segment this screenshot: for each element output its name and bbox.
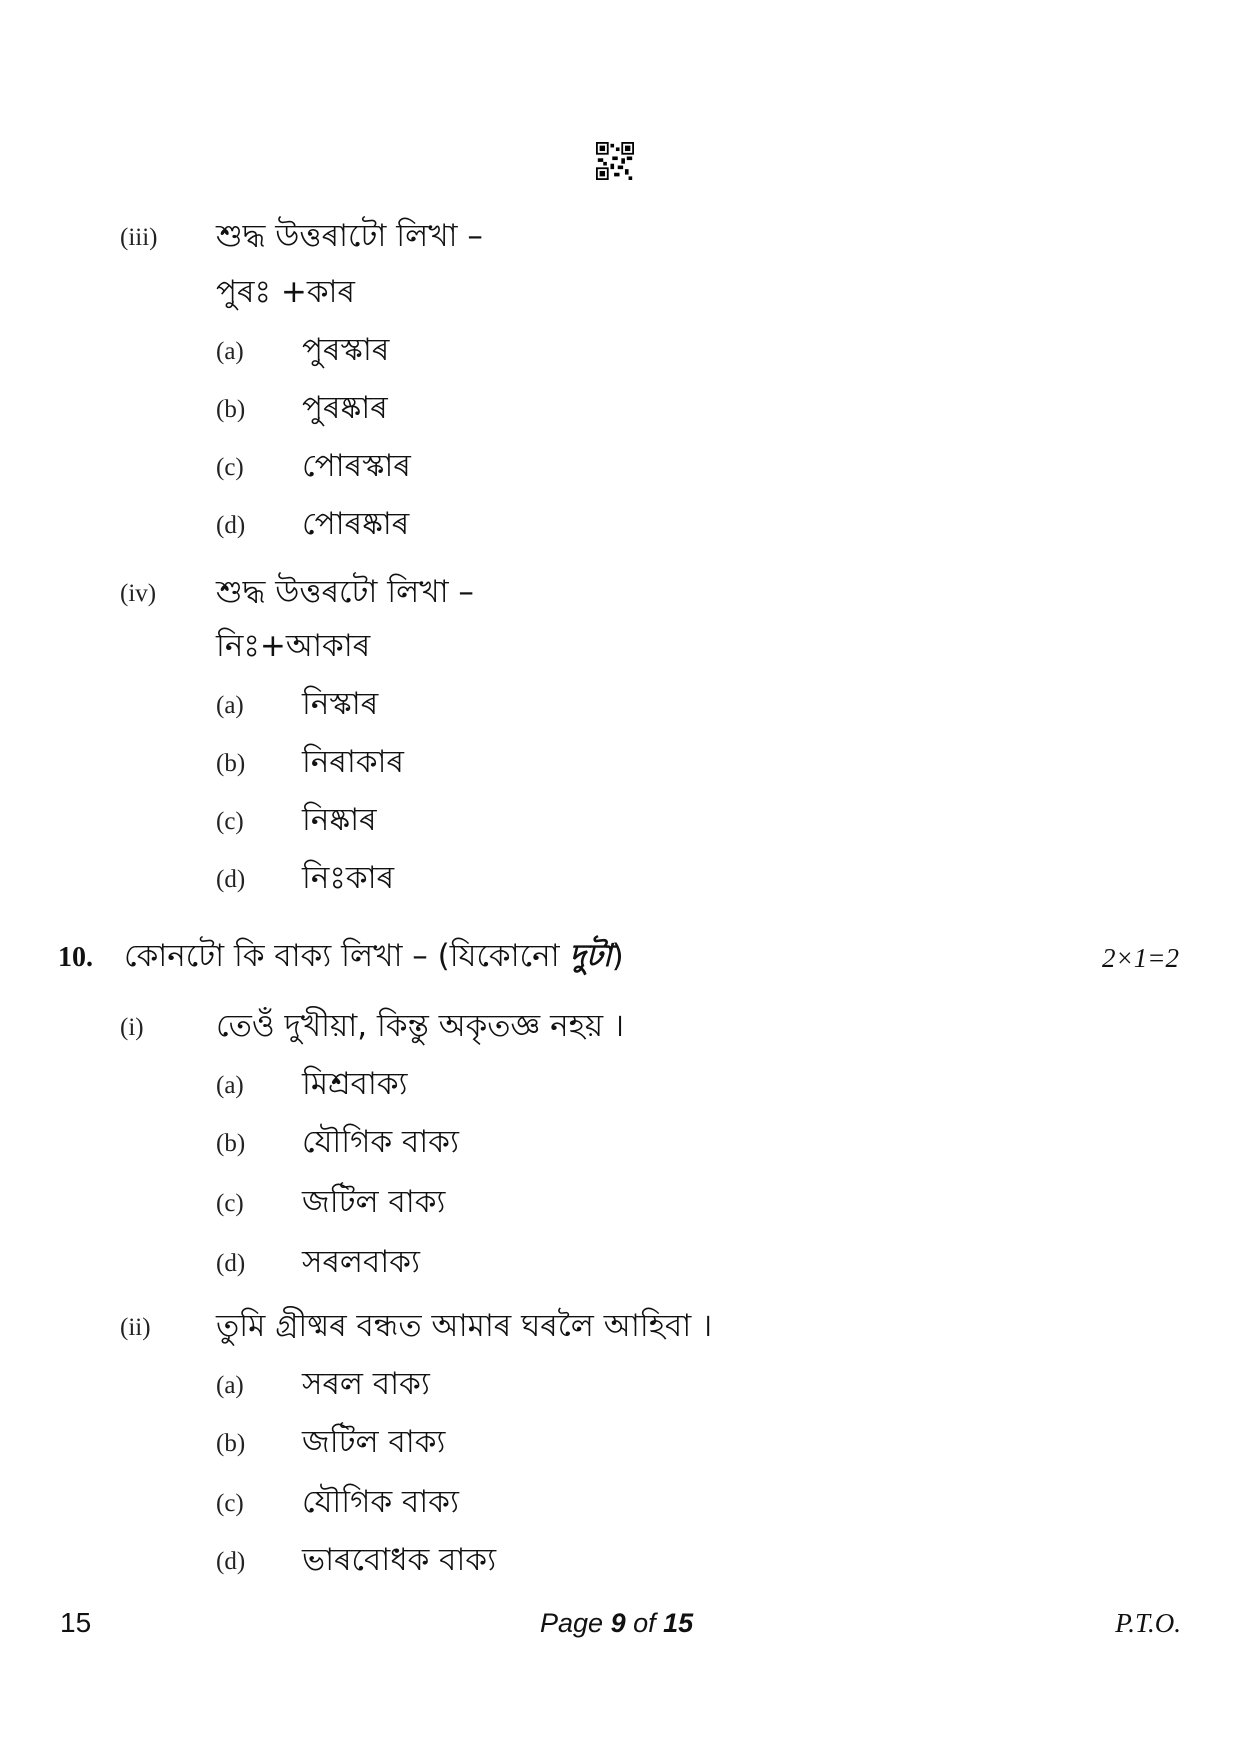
option-label: (b) — [216, 1130, 246, 1157]
option-label: (b) — [216, 1430, 246, 1457]
subquestion-label: (iv) — [120, 580, 157, 607]
option-label: (c) — [216, 808, 244, 835]
pto-label: P.T.O. — [1115, 1608, 1181, 1638]
option-label: (c) — [216, 1490, 244, 1517]
subquestion-label: (ii) — [120, 1314, 151, 1341]
option-label: (d) — [216, 1548, 246, 1575]
page-number — [540, 1605, 693, 1641]
option-text: পুৰষ্কাৰ — [302, 390, 388, 426]
option-label: (c) — [216, 454, 244, 481]
subquestion-stem: তুমি গ্ৰীষ্মৰ বন্ধত আমাৰ ঘৰলৈ আহিবা । — [216, 1308, 713, 1344]
option-text: নিঃকাৰ — [302, 860, 395, 896]
option-text: ভাৰবোধক বাক্য — [302, 1542, 497, 1578]
option-text: নিষ্কাৰ — [302, 802, 377, 838]
question-prompt-emphasis: দুটা — [569, 938, 612, 974]
option-label: (a) — [216, 1072, 244, 1099]
subquestion-expression: নিঃ+আকাৰ — [216, 628, 371, 664]
option-text: নিৰাকাৰ — [302, 744, 404, 780]
option-text: পোৰষ্কাৰ — [302, 506, 410, 542]
option-text: নিস্কাৰ — [302, 686, 379, 722]
option-label: (b) — [216, 396, 246, 423]
page-prefix: Page — [540, 1608, 611, 1638]
option-label: (d) — [216, 512, 246, 539]
option-label: (a) — [216, 1372, 244, 1399]
question-prompt-close: ) — [611, 938, 624, 974]
subquestion-stem: তেওঁ দুখীয়া, কিন্তু অকৃতজ্ঞ নহয় । — [216, 1008, 625, 1044]
option-label: (d) — [216, 1250, 246, 1277]
paper-code: 15 — [60, 1607, 92, 1638]
subquestion-label: (i) — [120, 1014, 144, 1041]
question-number: 10. — [58, 942, 93, 973]
option-text: জটিল বাক্য — [302, 1184, 446, 1220]
page-total: 15 — [663, 1608, 694, 1638]
option-text: সৰলবাক্য — [302, 1244, 420, 1280]
option-label: (d) — [216, 866, 246, 893]
option-label: (b) — [216, 750, 246, 777]
option-text: সৰল বাক্য — [302, 1366, 430, 1402]
subquestion-label: (iii) — [120, 224, 158, 251]
option-text: পোৰস্কাৰ — [302, 448, 411, 484]
question-prompt-text: কোনটো কি বাক্য লিখা – (যিকোনো — [124, 938, 570, 974]
option-text: জটিল বাক্য — [302, 1424, 446, 1460]
option-text: মিশ্ৰবাক্য — [302, 1066, 408, 1102]
subquestion-stem: শুদ্ধ উত্তৰটো লিখা – — [216, 574, 474, 610]
subquestion-expression: পুৰঃ +কাৰ — [216, 274, 355, 310]
option-text: যৌগিক বাক্য — [302, 1484, 459, 1520]
qr-code — [596, 142, 634, 180]
option-label: (c) — [216, 1190, 244, 1217]
option-text: পুৰস্কাৰ — [302, 332, 390, 368]
subquestion-stem: শুদ্ধ উত্তৰাটো লিখা – — [216, 218, 483, 254]
option-label: (a) — [216, 338, 244, 365]
question-prompt — [124, 936, 624, 976]
question-marks: 2×1=2 — [1102, 943, 1179, 973]
option-label: (a) — [216, 692, 244, 719]
page-of: of — [625, 1608, 664, 1638]
page-current: 9 — [610, 1608, 626, 1638]
option-text: যৌগিক বাক্য — [302, 1124, 459, 1160]
